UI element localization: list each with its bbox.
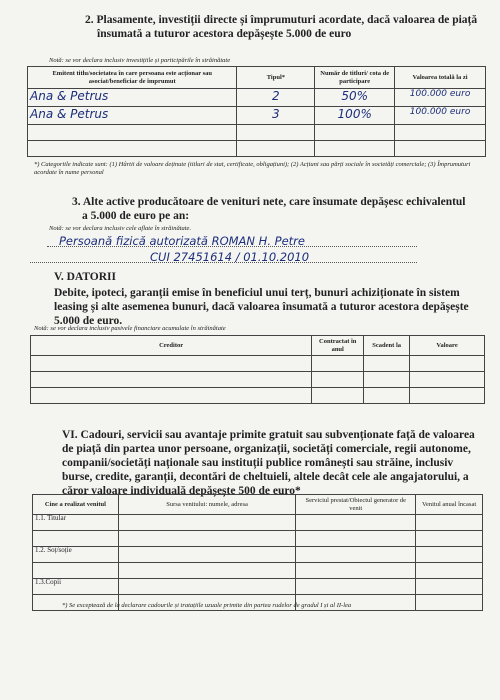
col-type: Tipul* <box>237 67 315 89</box>
section2-note: Notă: se vor declara inclusiv investițiile și participările în străinătate <box>49 57 231 64</box>
col-issuer: Emitent titlu/societatea în care persoana este acționar sau asociat/beneficiar de împrumut <box>28 67 237 89</box>
table-row <box>31 388 485 404</box>
section6-footnote: *) Se exceptează de la declarare cadourile și tratațiile uzuale primite din partea rudelor de gradul I și al II-lea <box>62 602 352 609</box>
debts-table <box>30 335 485 404</box>
investments-table <box>27 66 486 157</box>
section5-title: V. DATORII <box>54 271 116 283</box>
table-row <box>28 141 486 157</box>
table-row <box>33 563 483 579</box>
col-creditor: Creditor <box>31 336 312 356</box>
col-service: Serviciul prestat/Obiectul generator de venit <box>296 495 416 515</box>
table-row <box>31 356 485 372</box>
section2-footnote: *) Categoriile indicate sunt: (1) Hârtii de valoare deținute (titluri de stat, certificate, obligațiuni); (2) Acțiuni sau părți sociale în societăți comerciale; (3) Împrumuturi acordate în nume personal <box>34 161 471 176</box>
col-source: Sursa venitului: numele, adresa <box>118 495 296 515</box>
col-count: Număr de titluri/ cota de participare <box>315 67 395 89</box>
col-due: Scadent la <box>364 336 410 356</box>
section5-note: Notă: se vor declara inclusiv pasivele financiare acumulate în străinătate <box>34 325 226 332</box>
col-debt-value: Valoare <box>410 336 485 356</box>
table-row <box>31 372 485 388</box>
table-row <box>28 125 486 141</box>
section3-note: Notă: se vor declara inclusiv cele aflate în străinătate. <box>49 225 192 232</box>
table-row: 1.3.Copii <box>33 579 483 595</box>
table-row <box>33 531 483 547</box>
handwritten-asset-line1: Persoană fizică autorizată ROMAN H. Petre <box>59 234 305 248</box>
table-row: 1.2. Soț/soție <box>33 547 483 563</box>
section3-title: 3. Alte active producătoare de venituri nete, care însumate depășesc echivalentul a 5.000 de euro pe an: <box>72 196 466 222</box>
section5-body: Debite, ipoteci, garanții emise în beneficiul unui terț, bunuri achiziționate în sistem leasing și alte asemenea bunuri, dacă valoarea însumată a tuturor acestora depășește 5.000 de euro. <box>54 287 469 327</box>
section2-title: 2. Plasamente, investiții directe și împrumuturi acordate, dacă valoarea de piață însumată a tuturor acestora depășește 5.000 de euro <box>85 14 478 40</box>
table-row: Ana & Petrus 2 50% 100.000 euro <box>28 89 486 107</box>
col-income: Venitul anual încasat <box>416 495 483 515</box>
col-contracted: Contractat în anul <box>312 336 364 356</box>
handwritten-asset-line2: CUI 27451614 / 01.10.2010 <box>150 250 310 264</box>
col-recipient: Cine a realizat venitul <box>33 495 119 515</box>
col-value: Valoarea totală la zi <box>395 67 486 89</box>
table-row: 1.1. Titular <box>33 515 483 531</box>
section6-title: VI. Cadouri, servicii sau avantaje primite gratuit sau subvenționate față de valoarea de piață din partea unor persoane, organizații, societăți comerciale, regii autonome, companii/societăți naționale sau instituții publice românești sau străine, inclusiv burse, credite, garanții, decontări de cheltuieli, altele decât cele ale angajatorului, a căror valoare individuală depășește 500 de euro* <box>62 429 475 497</box>
gifts-table <box>32 494 483 611</box>
table-row: Ana & Petrus 3 100% 100.000 euro <box>28 107 486 125</box>
